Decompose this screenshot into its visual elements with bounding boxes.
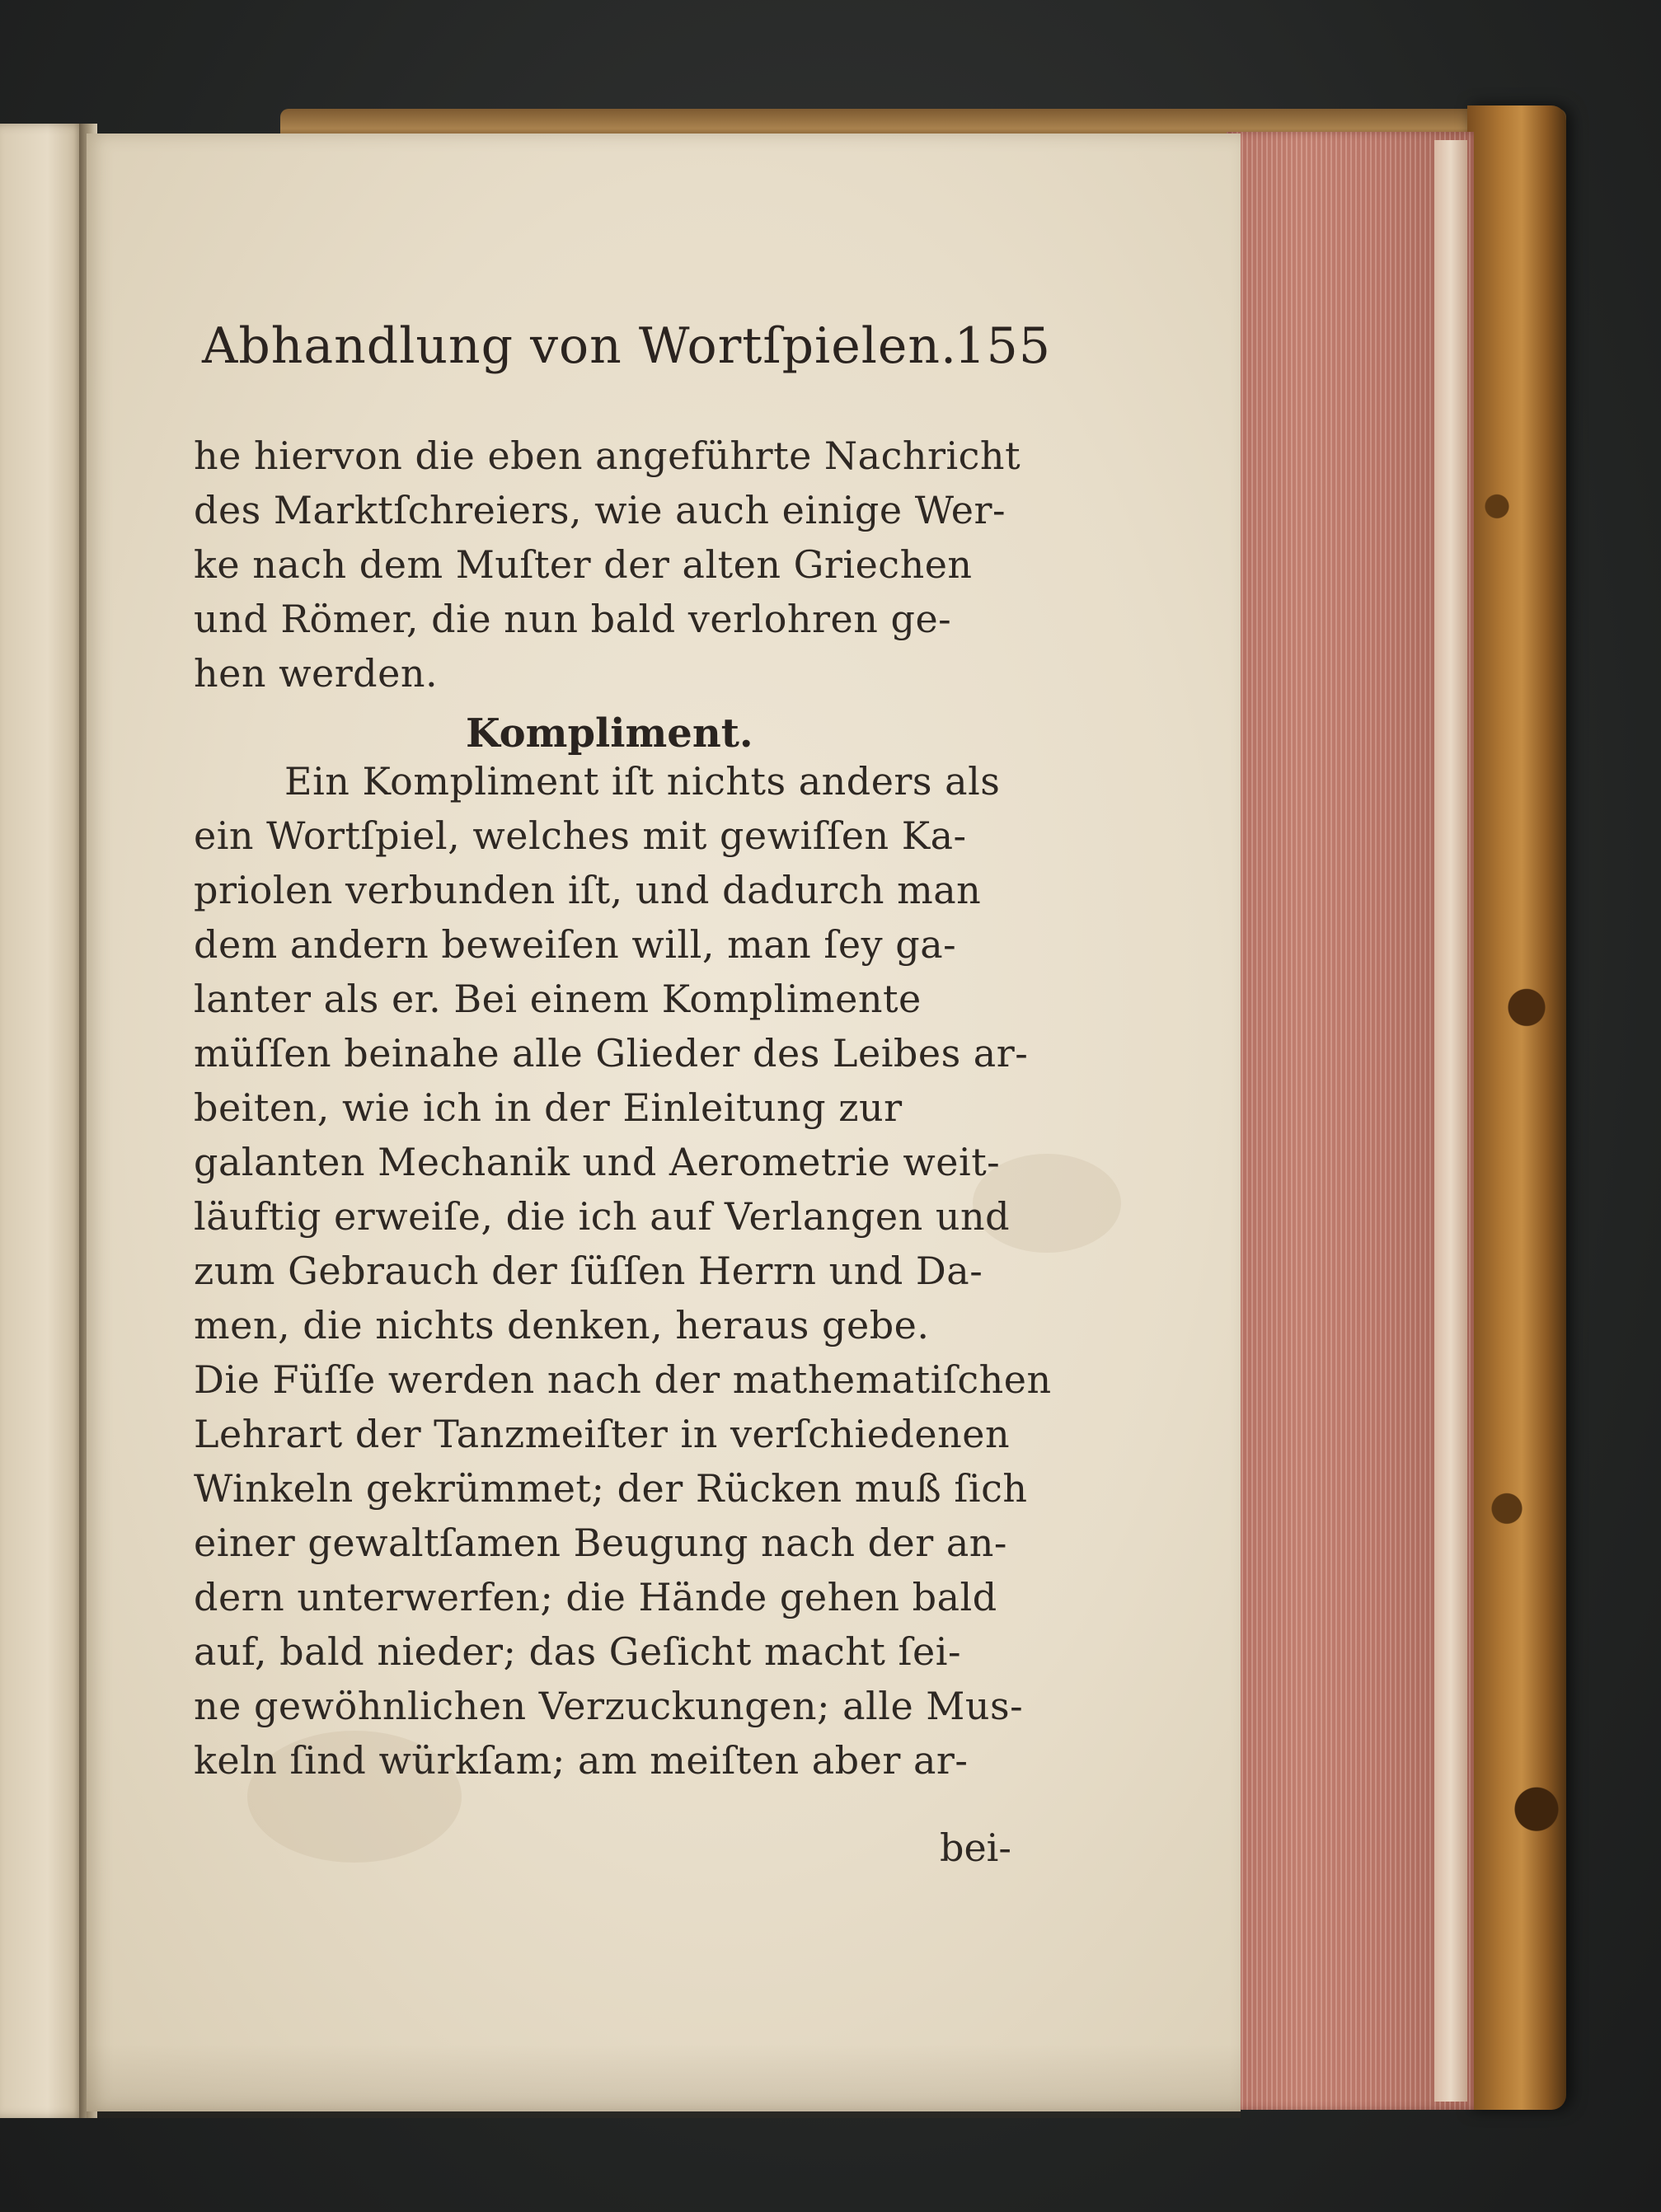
paragraph-line: keln ſind würkſam; am meiſten aber ar- [194, 1738, 969, 1783]
text-line: und Römer, die nun bald verlohren ge- [194, 597, 952, 641]
paragraph-line: auf, bald nieder; das Geſicht macht ſei- [194, 1629, 962, 1674]
paragraph-line: ein Wortſpiel, welches mit gewiſſen Ka- [194, 813, 967, 858]
paragraph-line: lanter als er. Bei einem Komplimente [194, 977, 922, 1021]
text-line: ke nach dem Muſter der alten Griechen [194, 542, 973, 587]
paragraph-line: dern unterwerfen; die Hände gehen bald [194, 1575, 997, 1619]
catchword: bei- [940, 1825, 1011, 1870]
text-line: des Marktſchreiers, wie auch einige Wer- [194, 488, 1006, 532]
marbled-book-cover [1467, 105, 1566, 2110]
paragraph-line: beiten, wie ich in der Einleitung zur [194, 1085, 903, 1130]
paragraph-line: Die Füſſe werden nach der mathematiſchen [194, 1357, 1052, 1402]
running-title: Abhandlung von Wortſpielen. [202, 317, 958, 375]
paragraph-line: zum Gebrauch der ſüſſen Herrn und Da- [194, 1249, 983, 1293]
paragraph-line: müſſen beinahe alle Glieder des Leibes ar- [194, 1031, 1029, 1076]
page-bottom-shadow [87, 2044, 1241, 2118]
page-number: 155 [954, 317, 1051, 375]
running-header [202, 317, 1051, 383]
paragraph-line: priolen verbunden iſt, und dadurch man [194, 868, 982, 912]
paragraph-line: Lehrart der Tanzmeiſter in verſchiedenen [194, 1412, 1011, 1456]
left-page-edge [0, 124, 87, 2118]
paragraph-line: men, die nichts denken, heraus gebe. [194, 1303, 930, 1347]
paragraph-line: ne gewöhnlichen Verzuckungen; alle Mus- [194, 1684, 1024, 1728]
paragraph-line: Ein Kompliment iſt nichts anders als [284, 759, 1001, 804]
paragraph-line: galanten Mechanik und Aerometrie weit- [194, 1140, 1001, 1184]
text-line: hen werden. [194, 651, 439, 696]
section-heading: Kompliment. [466, 710, 753, 757]
fore-edge-highlight [1434, 140, 1467, 2102]
paragraph-line: dem andern beweiſen will, man ſey ga- [194, 922, 957, 967]
paragraph-line: Winkeln gekrümmet; der Rücken muß ſich [194, 1466, 1028, 1511]
paragraph-line: einer gewaltſamen Beugung nach der an- [194, 1521, 1007, 1565]
paragraph-line: läuftig erweiſe, die ich auf Verlangen und [194, 1194, 1011, 1239]
text-line: he hiervon die eben angeführte Nachricht [194, 433, 1021, 478]
